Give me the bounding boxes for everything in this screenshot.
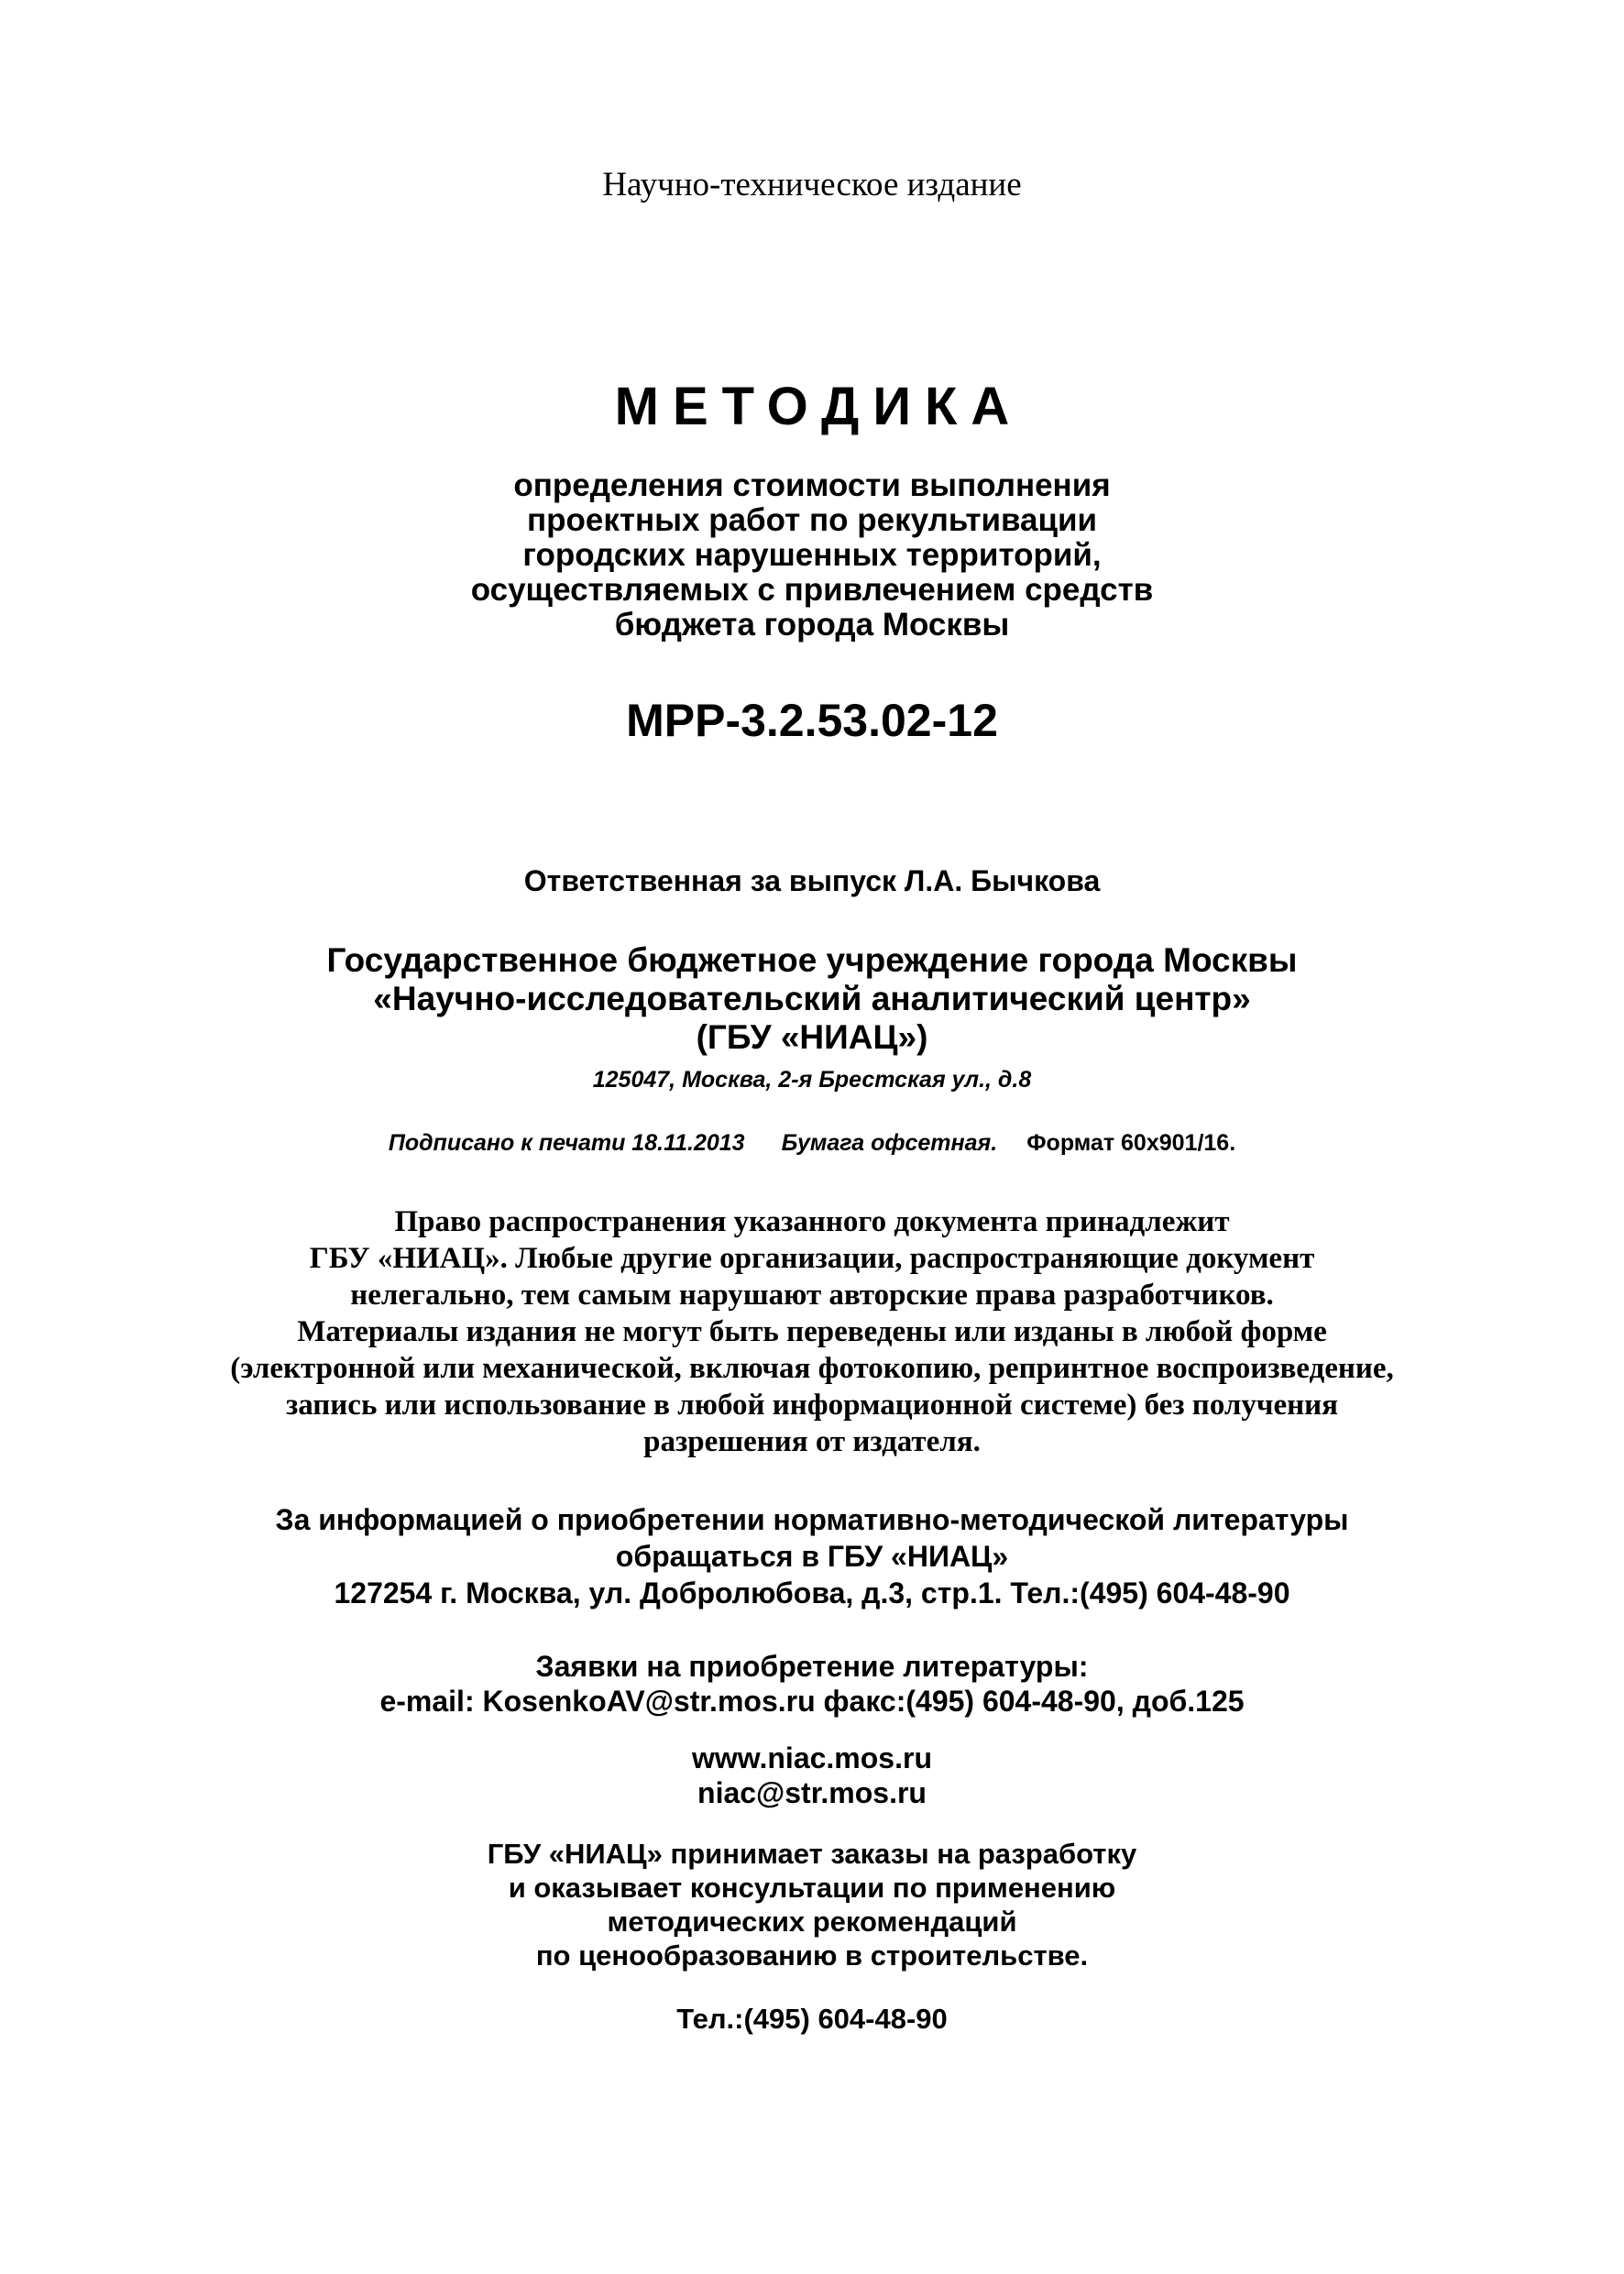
purchase-info-line: обращаться в ГБУ «НИАЦ» [615,1540,1009,1573]
consulting-line: по ценообразованию в строительстве. [535,1939,1089,1972]
paper-format: Формат 60х901/16. [1026,1130,1236,1156]
document-title: МЕТОДИКА [614,377,1024,436]
subtitle-line: осуществляемых с привлечением средств [470,572,1154,608]
organization-abbr: (ГБУ «НИАЦ») [696,1018,928,1056]
orders-heading: Заявки на приобретение литературы: [535,1650,1089,1683]
subtitle-line: городских нарушенных территорий, [522,537,1102,573]
consulting-line: ГБУ «НИАЦ» принимает заказы на разработку [487,1838,1137,1870]
subtitle-line: бюджета города Москвы [614,607,1010,643]
signed-for-print: Подписано к печати 18.11.2013 [388,1130,745,1156]
print-details [0,1130,1624,1157]
website-link[interactable]: www.niac.mos.ru [692,1741,932,1774]
organization-address: 125047, Москва, 2-я Брестская ул., д.8 [592,1067,1032,1093]
consulting-line: и оказывает консультации по применению [508,1872,1116,1904]
rights-notice-line: ГБУ «НИАЦ». Любые другие организации, распространяющие документ [309,1242,1315,1275]
email-link[interactable]: niac@str.mos.ru [697,1776,927,1809]
publication-series: Научно-техническое издание [602,166,1022,203]
rights-notice-line: Материалы издания не могут быть переведены или изданы в любой форме [297,1315,1327,1348]
orders-contact: e-mail: KosenkoAV@str.mos.ru факс:(495) 604-48-90, доб.125 [379,1685,1245,1718]
consulting-line: методических рекомендаций [607,1906,1017,1938]
rights-notice-line: (электронной или механической, включая фотокопию, репринтное воспроизведение, [230,1352,1394,1385]
organization-name: «Научно-исследовательский аналитический центр» [373,980,1251,1017]
rights-notice-line: запись или использование в любой информационной системе) без получения [285,1389,1339,1422]
rights-notice-line: нелегально, тем самым нарушают авторские права разработчиков. [350,1279,1274,1312]
document-code: МРР-3.2.53.02-12 [626,695,998,746]
purchase-address: 127254 г. Москва, ул. Добролюбова, д.3, стр.1. Тел.:(495) 604-48-90 [334,1576,1290,1609]
rights-notice-line: Право распространения указанного документа принадлежит [394,1205,1230,1238]
purchase-info-line: За информацией о приобретении нормативно-методической литературы [275,1503,1349,1536]
paper-type: Бумага офсетная. [781,1130,998,1156]
responsible-editor: Ответственная за выпуск Л.А. Бычкова [523,864,1101,897]
contact-phone: Тел.:(495) 604-48-90 [676,2003,948,2035]
subtitle-line: определения стоимости выполнения [513,467,1111,503]
organization-name: Государственное бюджетное учреждение города Москвы [326,941,1298,979]
subtitle-line: проектных работ по рекультивации [526,502,1098,538]
rights-notice-line: разрешения от издателя. [643,1425,981,1458]
